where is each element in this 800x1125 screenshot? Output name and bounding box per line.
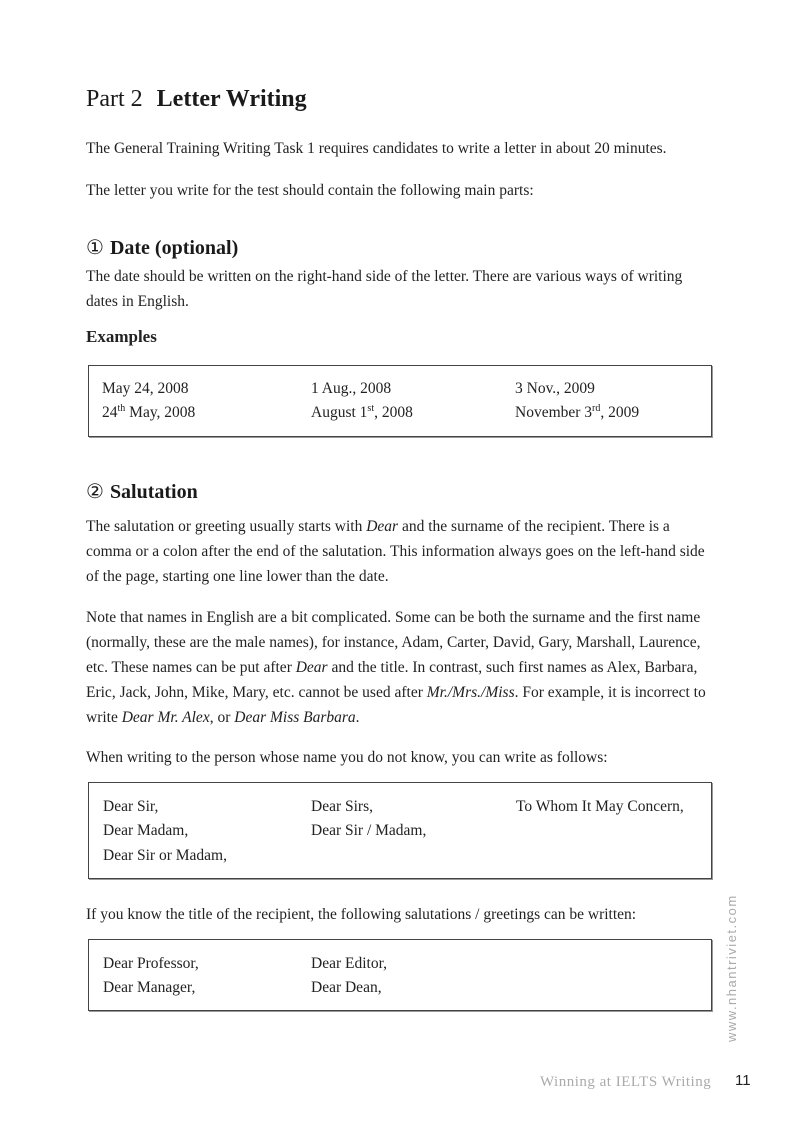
salutation-example: Dear Sir, [103,798,159,815]
salutation-example: Dear Sir / Madam, [311,822,427,839]
salutation-example: Dear Manager, [103,979,196,996]
section-number: ② [86,481,104,503]
salutation-section-heading [86,479,198,504]
intro-paragraph-1: The General Training Writing Task 1 requires candidates to write a letter in about 20 minutes. [86,140,667,157]
salutation-example: To Whom It May Concern, [516,798,684,815]
salutation-example: Dear Sir or Madam, [103,847,227,864]
salutation-example: Dear Dean, [311,979,382,996]
salutation-paragraph-2: Note that names in English are a bit complicated. Some can be both the surname and the first name (normally, these are the male names), for instance, Adam, Carter, David, Gary, Marshall, Laurence, etc. These names can be put after Dear and the title. In contrast, such first names as Alex, Barbara, Eric, Jack, John, Mike, Mary, etc. cannot be used after Mr./Mrs./Miss. For example, it is incorrect to write Dear Mr. Alex, or Dear Miss Barbara. [86,609,706,726]
salutation-paragraph-4: If you know the title of the recipient, the following salutations / greetings can be written: [86,906,637,923]
example-date: November 3rd, 2009 [515,402,640,421]
watermark: www.nhantriviet.com [724,894,739,1042]
section-title: Salutation [109,481,198,503]
section-number: ① [86,237,104,259]
section-title: Date (optional) [109,237,239,259]
footer-book-title: Winning at IELTS Writing [540,1074,712,1090]
examples-label: Examples [86,327,157,346]
example-date: 1 Aug., 2008 [311,380,392,397]
salutation-example: Dear Madam, [103,822,189,839]
known-title-box [88,939,712,1011]
example-date: August 1st, 2008 [311,402,413,421]
chapter-title: Letter Writing [156,86,307,112]
example-date: May 24, 2008 [102,380,189,397]
date-section-heading [86,235,238,260]
salutation-paragraph-1: The salutation or greeting usually starts with Dear and the surname of the recipient. There is a comma or a colon after the end of the salutation. This information always goes on the left-hand side of the page, starting one line lower than the date. [86,518,705,585]
intro-paragraph-2: The letter you write for the test should contain the following main parts: [86,182,534,199]
part-label: Part 2 [86,86,143,112]
example-date: 3 Nov., 2009 [515,380,595,397]
salutation-example: Dear Editor, [311,955,387,972]
date-paragraph: The date should be written on the right-hand side of the letter. There are various ways of writing dates in English. [86,268,683,310]
page-title [86,86,307,113]
page-number: 11 [735,1072,751,1089]
salutation-example: Dear Sirs, [311,798,373,815]
salutation-paragraph-3: When writing to the person whose name you do not know, you can write as follows: [86,749,608,766]
unknown-recipient-box [88,782,712,879]
salutation-example: Dear Professor, [103,955,199,972]
example-date: 24th May, 2008 [102,402,196,421]
date-examples-box [88,365,712,437]
